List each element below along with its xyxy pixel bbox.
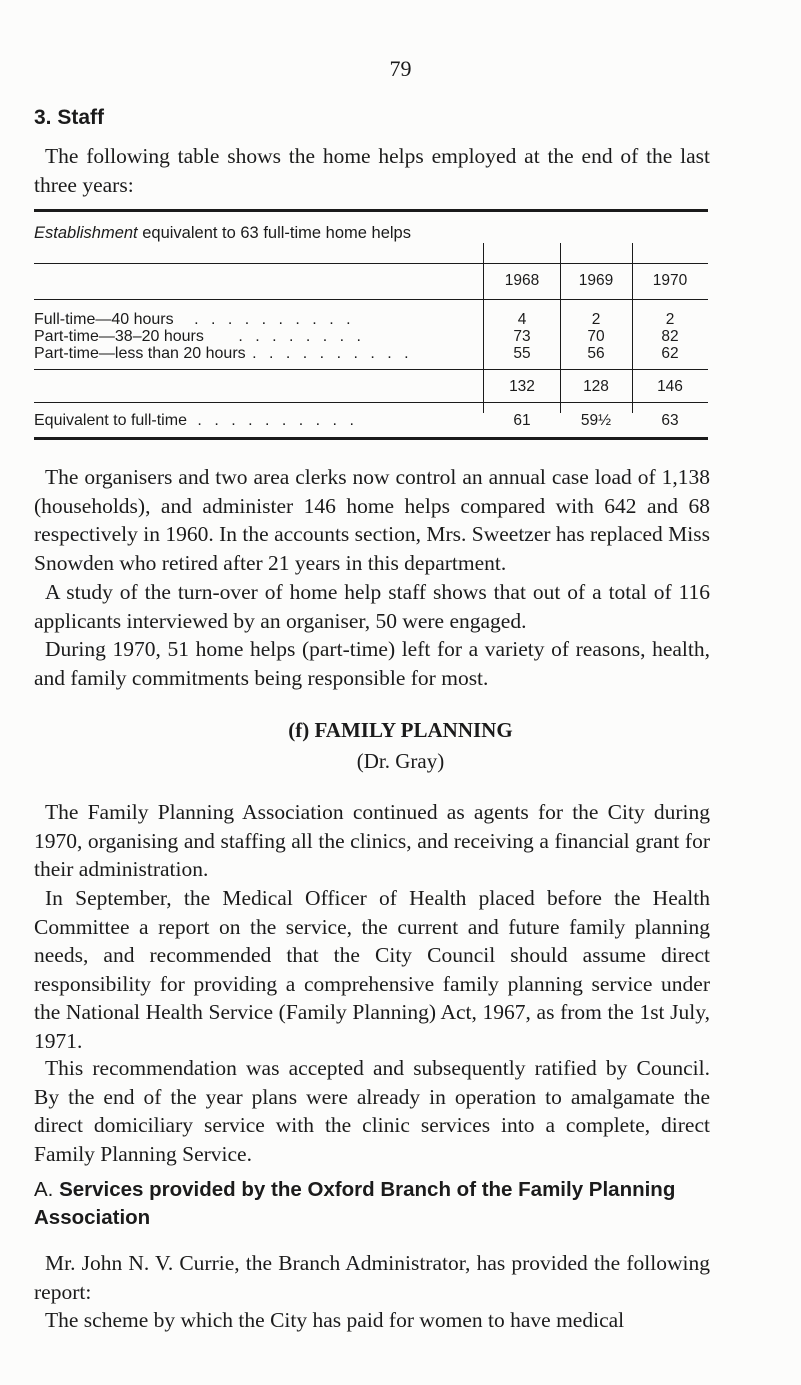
family-planning-paragraph: This recommendation was accepted and subsequently ratified by Council. By the end of the year plans were already in operation to amalgamate the direct domiciliary service with the clinic services into a complete, direct Family Planning Service. [34,1056,710,1166]
table-row-label: Part-time—less than 20 hours . . . . . . . . . . [34,345,413,362]
family-planning-paragraph: The Family Planning Association continued as agents for the City during 1970, organising and staffing all the clinics, and receiving a financial grant for their administration. [34,800,710,881]
staff-intro-paragraph: The following table shows the home helps employed at the end of the last three years: [34,144,710,197]
table-row-label: Part-time—38–20 hours . . . . . . . . [34,328,365,345]
year-header: 1969 [578,272,614,289]
family-planning-heading: (f) FAMILY PLANNING [288,718,513,742]
table-caption: Establishment equivalent to 63 full-time home helps [34,224,411,242]
table-total-cell: 128 [583,378,609,395]
table-cell: 56 [587,345,605,362]
table-header-rule [34,299,708,300]
subsection-a-heading: A. Services provided by the Oxford Branch of the Family Planning Association [34,1178,676,1229]
year-header: 1968 [504,272,540,289]
table-cell: 2 [591,311,601,328]
table-cell: 4 [517,311,527,328]
staff-paragraph: During 1970, 51 home helps (part-time) left for a variety of reasons, health, and family commitments being responsible for most. [34,637,710,690]
table-top-rule [34,209,708,212]
table-column-rule [632,243,633,413]
table-cell: 62 [661,345,679,362]
table-total-cell: 132 [509,378,535,395]
table-column-rule [560,243,561,413]
table-cell: 63 [661,412,679,429]
table-bottom-rule [34,437,708,440]
section-heading-staff: 3. Staff [34,106,105,129]
table-cell: 70 [587,328,605,345]
page-number: 79 [389,56,412,81]
staff-paragraph: The organisers and two area clerks now control an annual case load of 1,138 (households), and administer 146 home helps compared with 642 and 68 respectively in 1960. In the accounts section, Mrs. Sweetzer has replaced Miss Snowden who retired after 21 years in this department. [34,465,710,575]
table-subtotal-rule [34,369,708,370]
table-row-label: Full-time—40 hours . . . . . . . . . . [34,311,355,328]
subsection-a-paragraph: The scheme by which the City has paid for women to have medical [45,1308,625,1332]
table-cell: 55 [513,345,531,362]
family-planning-subheading: (Dr. Gray) [356,749,445,773]
staff-paragraph: A study of the turn-over of home help staff shows that out of a total of 116 applicants interviewed by an organiser, 50 were engaged. [34,580,710,633]
table-total-cell: 146 [657,378,683,395]
subsection-a-paragraph: Mr. John N. V. Currie, the Branch Administrator, has provided the following report: [34,1251,710,1304]
family-planning-paragraph: In September, the Medical Officer of Health placed before the Health Committee a report on the service, the current and future family planning needs, and recommended that the City Council should assume direct responsibility for providing a comprehensive family planning service under the National Health Service (Family Planning) Act, 1967, as from the 1st July, 1971. [34,886,710,1053]
table-column-rule [483,243,484,413]
table-cell: 59½ [580,412,612,429]
year-header: 1970 [652,272,688,289]
table-cell: 73 [513,328,531,345]
table-row-label: Equivalent to full-time . . . . . . . . . . [34,412,358,429]
table-cell: 2 [665,311,675,328]
table-cell: 61 [513,412,531,429]
table-cell: 82 [661,328,679,345]
table-total-rule [34,402,708,403]
table-header-rule [34,263,708,264]
